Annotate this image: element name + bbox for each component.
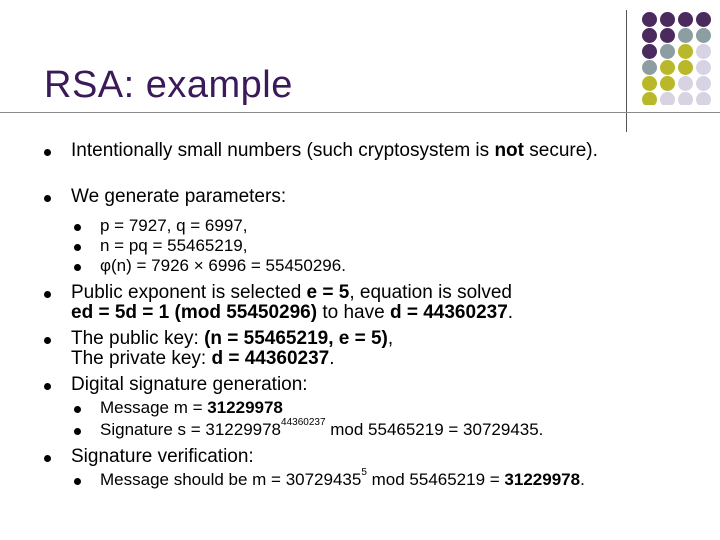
superscript-exponent: 5 — [361, 467, 367, 478]
bullet-line — [71, 186, 286, 208]
sub-bullet-line — [100, 256, 346, 276]
decorative-dot — [696, 44, 711, 59]
text-segment: . — [580, 470, 585, 489]
text-segment: . — [329, 348, 335, 369]
sub-bullet-line — [100, 398, 283, 418]
bullet-dot-icon — [44, 383, 51, 390]
decorative-dot — [660, 76, 675, 91]
text-segment: Digital signature generation: — [71, 374, 308, 395]
decorative-dot — [660, 12, 675, 27]
bullet-dot-icon — [74, 244, 81, 251]
text-segment: , — [387, 328, 394, 349]
text-segment: mod 55465219 = 30729435. — [325, 420, 544, 439]
bold-text: d = 44360237 — [389, 302, 508, 323]
text-segment: Signature verification: — [71, 446, 254, 467]
decorative-dot — [642, 44, 657, 59]
decorative-dot — [678, 12, 693, 27]
decorative-dot — [660, 44, 675, 59]
bullet-dot-icon — [74, 428, 81, 435]
bold-text: 31229978 — [504, 470, 581, 489]
decorative-dot — [696, 60, 711, 75]
bullet-line — [71, 374, 308, 396]
sub-bullet-line — [100, 236, 247, 256]
decorative-dot — [696, 28, 711, 43]
bullet-dot-icon — [74, 224, 81, 231]
bullet-dot-icon — [44, 455, 51, 462]
text-segment: to have — [317, 302, 390, 323]
bullet-line — [71, 282, 512, 304]
continuation-line — [71, 348, 335, 370]
text-segment: We generate parameters: — [71, 186, 287, 207]
superscript-exponent: 44360237 — [281, 417, 326, 428]
text-segment: , equation is solved — [349, 282, 513, 303]
bullet-dot-icon — [44, 291, 51, 298]
decorative-dot — [696, 92, 711, 105]
text-segment: Signature s = 31229978 — [100, 420, 282, 439]
continuation-line — [71, 302, 513, 324]
bullet-dot-icon — [74, 406, 81, 413]
decorative-dot — [696, 12, 711, 27]
decorative-dot — [696, 76, 711, 91]
decorative-dot — [642, 76, 657, 91]
sub-bullet-line — [100, 417, 544, 440]
decorative-dot — [660, 60, 675, 75]
bullet-dot-icon — [44, 195, 51, 202]
bold-text: d = 44360237 — [211, 348, 330, 369]
bullet-line — [71, 140, 598, 162]
text-segment: Public exponent is selected — [71, 282, 307, 303]
bullet-dot-icon — [74, 264, 81, 271]
text-segment: Message m = — [100, 398, 208, 417]
text-segment: . — [507, 302, 514, 323]
text-segment: n = pq = 55465219, — [100, 236, 248, 255]
decorative-dot — [678, 60, 693, 75]
bold-text: ed = 5d = 1 (mod 55450296) — [71, 302, 318, 323]
bold-text: not — [494, 140, 524, 161]
bullet-dot-icon — [74, 478, 81, 485]
decorative-dot — [678, 28, 693, 43]
text-segment: Message should be m = 30729435 — [100, 470, 362, 489]
decorative-dot — [660, 28, 675, 43]
bullet-line — [71, 328, 393, 350]
text-segment: p = 7927, q = 6997, — [100, 216, 248, 235]
decorative-dot — [642, 60, 657, 75]
bullet-line — [71, 446, 254, 468]
text-segment: secure). — [523, 140, 598, 161]
bullet-dot-icon — [44, 337, 51, 344]
sub-bullet-line — [100, 467, 585, 490]
decorative-dot — [642, 12, 657, 27]
decorative-dot — [660, 92, 675, 105]
text-segment: The private key: — [71, 348, 212, 369]
decorative-dot — [678, 92, 693, 105]
text-segment: The public key: — [71, 328, 205, 349]
vertical-rule — [626, 10, 627, 132]
text-segment: Intentionally small numbers (such cryptosystem is — [71, 140, 495, 161]
slide-title: RSA: example — [44, 64, 293, 106]
decorative-dot — [642, 92, 657, 105]
title-underline-rule — [0, 112, 720, 113]
decorative-dot — [678, 44, 693, 59]
text-segment: φ(n) = 7926 × 6996 = 55450296. — [100, 256, 346, 275]
bullet-dot-icon — [44, 149, 51, 156]
decorative-dot — [642, 28, 657, 43]
text-segment: mod 55465219 = — [366, 470, 505, 489]
bold-text: 31229978 — [207, 398, 283, 417]
sub-bullet-line — [100, 216, 247, 236]
decorative-dot — [678, 76, 693, 91]
bold-text: (n = 55465219, e = 5) — [204, 328, 388, 349]
bold-text: e = 5 — [306, 282, 350, 303]
decorative-dot-grid — [640, 10, 720, 105]
